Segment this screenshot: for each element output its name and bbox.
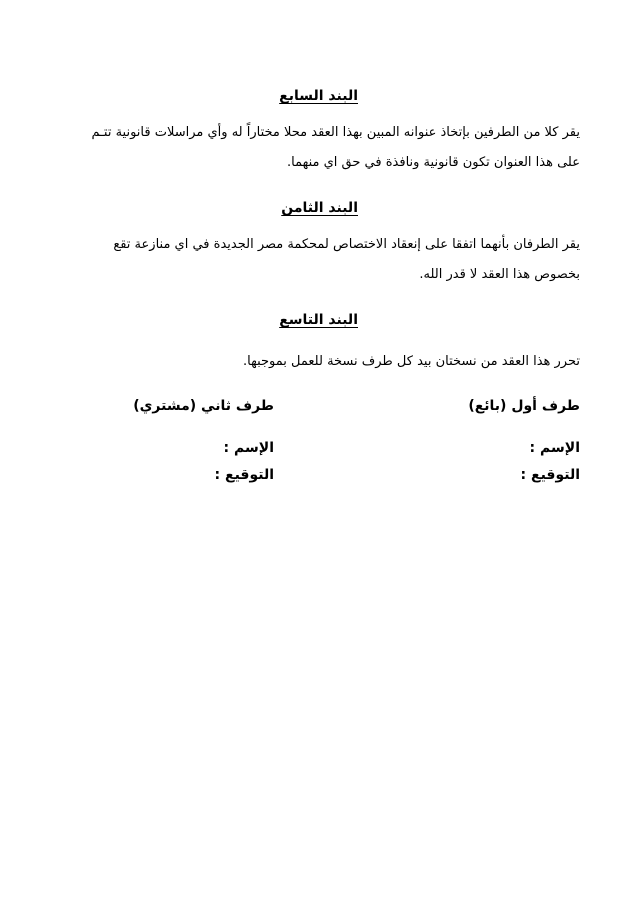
clause-9-line-1: تحرر هذا العقد من نسختان بيد كل طرف نسخة للعمل بموجبها.: [243, 354, 580, 369]
clause-9-heading: البند التاسع: [279, 312, 358, 328]
party-1-title: طرف أول (بائع): [468, 398, 580, 414]
clause-7-body: [91, 118, 580, 178]
clause-9-body: [243, 347, 580, 377]
clause-8-body: [113, 230, 580, 290]
clause-7-heading: البند السابع: [279, 88, 358, 104]
clause-8-line-2: بخصوص هذا العقد لا قدر الله.: [419, 267, 580, 282]
clause-7-line-2: على هذا العنوان تكون قانونية ونافذة في حق اي منهما.: [286, 155, 580, 170]
party-2-name-label: الإسم :: [223, 440, 274, 456]
party-1-name-label: الإسم :: [529, 440, 580, 456]
clause-8-line-1: يقر الطرفان بأنهما اتفقا على إنعقاد الاختصاص لمحكمة مصر الجديدة في اي منازعة تقع: [113, 237, 580, 252]
party-2-title: طرف ثاني (مشتري): [133, 398, 274, 414]
party-2-signature-label: التوقيع :: [214, 467, 274, 483]
clause-7-line-1: يقر كلا من الطرفين بإتخاذ عنوانه المبين بهذا العقد محلا مختاراً له وأي مراسلات قانونية تتـم: [91, 125, 580, 140]
party-1-signature-label: التوقيع :: [520, 467, 580, 483]
clause-8-heading: البند الثامن: [281, 200, 358, 216]
